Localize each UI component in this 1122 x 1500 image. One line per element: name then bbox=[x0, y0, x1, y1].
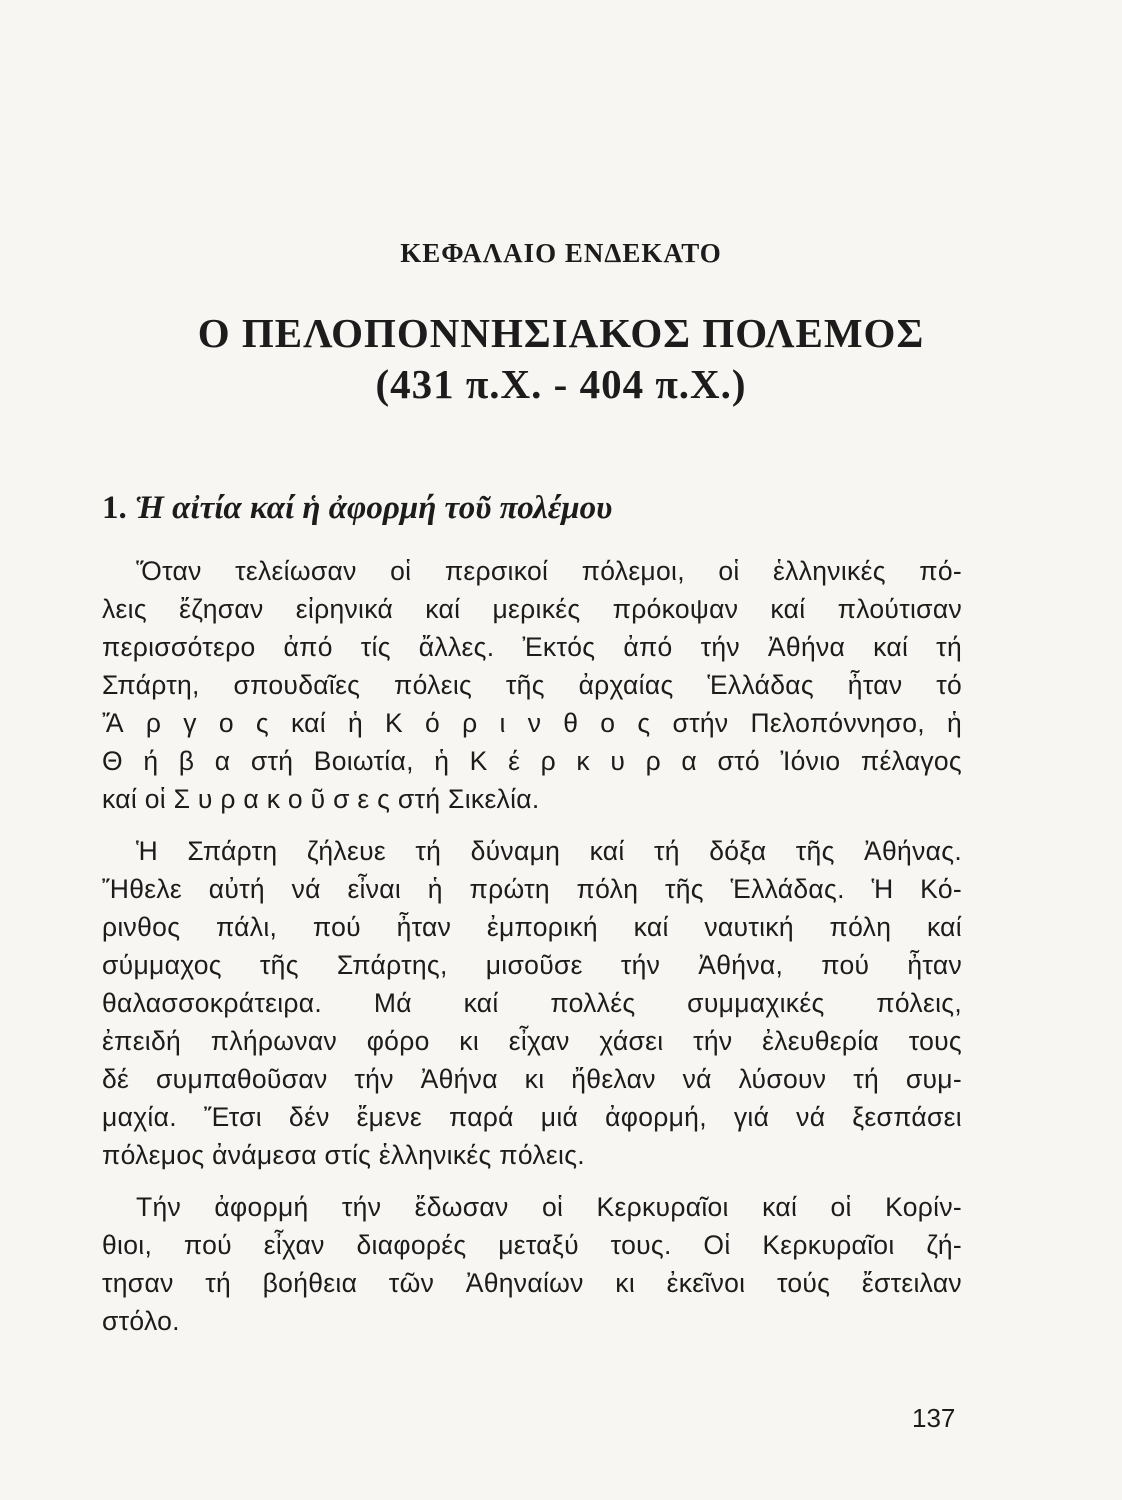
section-title: Ἡ αἰτία καί ἡ ἀφορμή τοῦ πολέμου bbox=[135, 490, 613, 526]
text-line: σύμμαχος τῆς Σπάρτης, μισοῦσε τήν Ἀθήνα, πού ἦταν bbox=[102, 950, 962, 980]
text-line: Τήν ἀφορμή τήν ἔδωσαν οἱ Κερκυραῖοι καί οἱ Κορίν- bbox=[136, 1192, 962, 1222]
text-line: καί οἱ Σ υ ρ α κ ο ῦ σ ε ς στή Σικελία. bbox=[102, 784, 540, 814]
chapter-label: ΚΕΦΑΛΑΙΟ ΕΝΔΕΚΑΤΟ bbox=[400, 238, 722, 268]
text-line: ρινθος πάλι, πού ἦταν ἐμπορική καί ναυτική πόλη καί bbox=[102, 912, 962, 942]
text-line: θιοι, πού εἶχαν διαφορές μεταξύ τους. Οἱ Κερκυραῖοι ζή- bbox=[102, 1230, 962, 1260]
paragraph-gap bbox=[102, 818, 962, 832]
text-line: πόλεμος ἀνάμεσα στίς ἑλληνικές πόλεις. bbox=[102, 1140, 585, 1170]
chapter-title bbox=[0, 308, 1122, 411]
paragraph bbox=[102, 1188, 962, 1340]
page-number: 137 bbox=[912, 1403, 956, 1433]
text-line: μαχία. Ἔτσι δέν ἔμενε παρά μιά ἀφορμή, γιά νά ξεσπάσει bbox=[102, 1102, 962, 1132]
paragraph-gap bbox=[102, 1174, 962, 1188]
text-line: Ὅταν τελείωσαν οἱ περσικοί πόλεμοι, οἱ ἑλληνικές πό- bbox=[136, 556, 962, 586]
text-line: τησαν τή βοήθεια τῶν Ἀθηναίων κι ἐκεῖνοι τούς ἔστειλαν bbox=[102, 1268, 962, 1298]
text-line: λεις ἔζησαν εἰρηνικά καί μερικές πρόκοψαν καί πλούτισαν bbox=[102, 594, 962, 624]
section-number: 1. bbox=[102, 490, 127, 526]
paragraph bbox=[102, 552, 962, 818]
text-line: θαλασσοκράτειρα. Μά καί πολλές συμμαχικές πόλεις, bbox=[102, 988, 962, 1018]
section-heading bbox=[102, 490, 1002, 527]
text-line: δέ συμπαθοῦσαν τήν Ἀθήνα κι ἤθελαν νά λύσουν τή συμ- bbox=[102, 1064, 962, 1094]
chapter-title-dates: (431 π.Χ. - 404 π.Χ.) bbox=[375, 361, 747, 408]
text-line: Θ ή β α στή Βοιωτία, ἡ Κ έ ρ κ υ ρ α στό Ἰόνιο πέλαγος bbox=[102, 746, 962, 776]
body-text bbox=[102, 552, 962, 1340]
paragraph bbox=[102, 832, 962, 1174]
text-line: Ἤθελε αὐτή νά εἶναι ἡ πρώτη πόλη τῆς Ἑλλάδας. Ἡ Κό- bbox=[102, 874, 962, 904]
text-line: Σπάρτη, σπουδαῖες πόλεις τῆς ἀρχαίας Ἑλλάδας ἦταν τό bbox=[102, 670, 962, 700]
text-line: ἐπειδή πλήρωναν φόρο κι εἶχαν χάσει τήν ἐλευθερία τους bbox=[102, 1026, 962, 1056]
text-line: στόλο. bbox=[102, 1306, 180, 1336]
text-line: Ἄ ρ γ ο ς καί ἡ Κ ό ρ ι ν θ ο ς στήν Πελοπόννησο, ἡ bbox=[102, 708, 962, 738]
text-line: Ἡ Σπάρτη ζήλευε τή δύναμη καί τή δόξα τῆς Ἀθήνας. bbox=[136, 836, 962, 866]
chapter-title-main: Ο ΠΕΛΟΠΟΝΝΗΣΙΑΚΟΣ ΠΟΛΕΜΟΣ bbox=[197, 310, 925, 356]
text-line: περισσότερο ἀπό τίς ἄλλες. Ἐκτός ἀπό τήν Ἀθήνα καί τή bbox=[102, 632, 962, 662]
